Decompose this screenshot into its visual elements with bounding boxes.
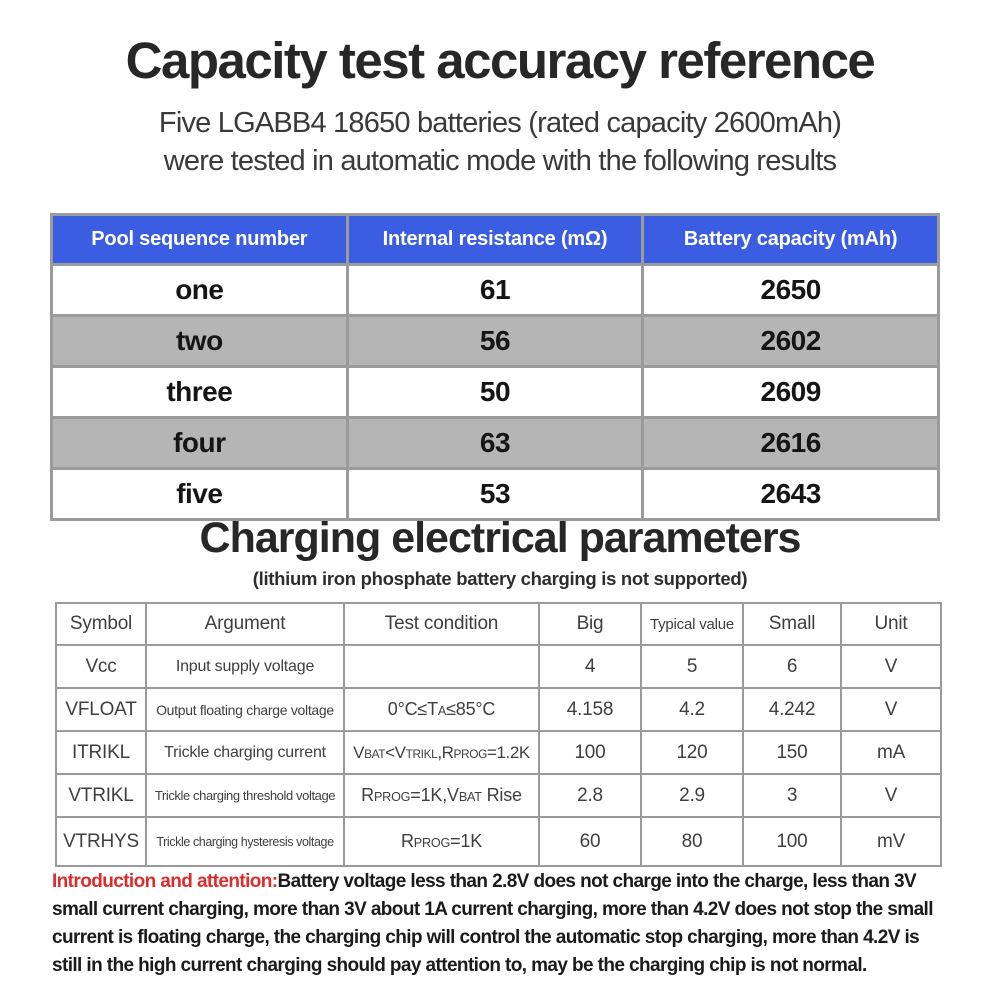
- introduction-label: Introduction and attention:: [52, 871, 278, 892]
- test-condition-cell: 0°C≤TA≤85°C: [344, 688, 539, 731]
- capacity-row-one: [52, 265, 939, 316]
- page-subtitle-line2: were tested in automatic mode with the following results: [163, 145, 837, 177]
- unit-cell: V: [841, 774, 941, 817]
- capacity-cell: 2602: [643, 316, 939, 367]
- big-cell: 4: [539, 645, 641, 688]
- col-header-big: Big: [539, 603, 641, 645]
- symbol-cell: ITRIKL: [56, 731, 146, 774]
- col-header-battery-capacity: Battery capacity (mAh): [643, 215, 939, 265]
- pool-cell: two: [52, 316, 348, 367]
- page-title: Capacity test accuracy reference: [125, 32, 875, 89]
- params-row-vfloat: [56, 688, 941, 731]
- capacity-header-row: [52, 215, 939, 265]
- test-condition-cell: RPROG=1K,VBAT Rise: [344, 774, 539, 817]
- small-cell: 4.242: [743, 688, 841, 731]
- symbol-cell: Vcc: [56, 645, 146, 688]
- section-subtitle-charging: (lithium iron phosphate battery charging is not supported): [252, 568, 748, 589]
- capacity-cell: 2643: [643, 469, 939, 520]
- argument-cell: Input supply voltage: [146, 645, 344, 688]
- col-header-small: Small: [743, 603, 841, 645]
- symbol-cell: VFLOAT: [56, 688, 146, 731]
- test-condition-cell: RPROG=1K: [344, 817, 539, 866]
- params-row-vcc: [56, 645, 941, 688]
- params-row-vtrhys: [56, 817, 941, 866]
- capacity-row-four: [52, 418, 939, 469]
- argument-cell: Trickle charging current: [146, 731, 344, 774]
- unit-cell: mV: [841, 817, 941, 866]
- unit-cell: mA: [841, 731, 941, 774]
- big-cell: 60: [539, 817, 641, 866]
- test-condition-cell: [344, 645, 539, 688]
- params-row-itrikl: [56, 731, 941, 774]
- resistance-cell: 56: [347, 316, 643, 367]
- col-header-test-condition: Test condition: [344, 603, 539, 645]
- col-header-pool-sequence: Pool sequence number: [52, 215, 348, 265]
- unit-cell: V: [841, 688, 941, 731]
- capacity-cell: 2616: [643, 418, 939, 469]
- capacity-row-three: [52, 367, 939, 418]
- small-cell: 6: [743, 645, 841, 688]
- pool-cell: five: [52, 469, 348, 520]
- col-header-argument: Argument: [146, 603, 344, 645]
- resistance-cell: 50: [347, 367, 643, 418]
- symbol-cell: VTRIKL: [56, 774, 146, 817]
- big-cell: 2.8: [539, 774, 641, 817]
- col-header-internal-resistance: Internal resistance (mΩ): [347, 215, 643, 265]
- small-cell: 150: [743, 731, 841, 774]
- small-cell: 100: [743, 817, 841, 866]
- col-header-typical-value: Typical value: [641, 603, 743, 645]
- params-header-row: [56, 603, 941, 645]
- page-subtitle: [0, 104, 1000, 180]
- charging-parameters-table: [55, 602, 942, 867]
- col-header-symbol: Symbol: [56, 603, 146, 645]
- capacity-table: [50, 213, 940, 521]
- resistance-cell: 53: [347, 469, 643, 520]
- typical-cell: 2.9: [641, 774, 743, 817]
- pool-cell: three: [52, 367, 348, 418]
- pool-cell: one: [52, 265, 348, 316]
- symbol-cell: VTRHYS: [56, 817, 146, 866]
- big-cell: 100: [539, 731, 641, 774]
- big-cell: 4.158: [539, 688, 641, 731]
- typical-cell: 120: [641, 731, 743, 774]
- argument-cell: Trickle charging threshold voltage: [146, 774, 344, 817]
- section-title-charging-parameters: Charging electrical parameters: [199, 514, 801, 562]
- capacity-cell: 2650: [643, 265, 939, 316]
- params-table-header: [56, 603, 941, 645]
- page-subtitle-line1: Five LGABB4 18650 batteries (rated capacity 2600mAh): [158, 107, 842, 139]
- col-header-unit: Unit: [841, 603, 941, 645]
- unit-cell: V: [841, 645, 941, 688]
- resistance-cell: 61: [347, 265, 643, 316]
- typical-cell: 80: [641, 817, 743, 866]
- capacity-cell: 2609: [643, 367, 939, 418]
- capacity-table-header: [52, 215, 939, 265]
- introduction-text: Battery voltage less than 2.8V does not charge into the charge, less than 3V small current charging, more than 3V about 1A current charging, more than 4.2V does not stop the small current is floating charge, the charging chip will control the automatic stop charging, more than 4.2V is still in the high current charging should pay attention to, may be the charging chip is not normal.: [52, 871, 933, 976]
- small-cell: 3: [743, 774, 841, 817]
- pool-cell: four: [52, 418, 348, 469]
- typical-cell: 4.2: [641, 688, 743, 731]
- capacity-row-two: [52, 316, 939, 367]
- argument-cell: Output floating charge voltage: [146, 688, 344, 731]
- test-condition-cell: VBAT<VTRIKL,RPROG=1.2K: [344, 731, 539, 774]
- capacity-row-five: [52, 469, 939, 520]
- typical-cell: 5: [641, 645, 743, 688]
- resistance-cell: 63: [347, 418, 643, 469]
- argument-cell: Trickle charging hysteresis voltage: [146, 817, 344, 866]
- introduction-note: [52, 868, 952, 980]
- params-row-vtrikl: [56, 774, 941, 817]
